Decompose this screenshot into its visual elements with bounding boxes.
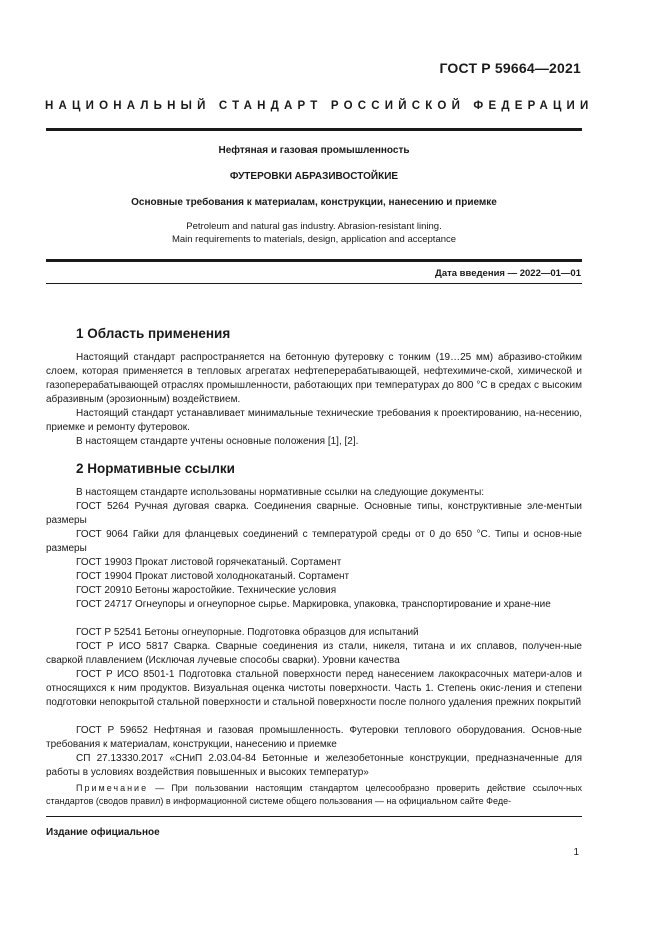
introduction-date: Дата введения — 2022—01—01	[435, 268, 581, 279]
national-standard-heading: НАЦИОНАЛЬНЫЙ СТАНДАРТ РОССИЙСКОЙ ФЕДЕРАЦИИ	[45, 100, 594, 112]
document-subtitle: Основные требования к материалам, конструкции, нанесению и приемке	[131, 197, 497, 208]
paragraph-text: Настоящий стандарт устанавливает минимальные технические требования к проектированию, на-несению, приемке и ремонту футеровок.	[46, 408, 582, 434]
reference-item	[46, 640, 582, 668]
page-number: 1	[573, 847, 579, 858]
section-1-title: 1 Область применения	[76, 326, 231, 341]
date-divider	[46, 283, 582, 284]
title-divider	[46, 259, 582, 262]
reference-text: ГОСТ 19903 Прокат листовой горячекатаный. Сортамент	[76, 557, 342, 568]
section-2-intro	[46, 486, 582, 500]
note-label: Примечание	[76, 783, 149, 793]
reference-text: ГОСТ 19904 Прокат листовой холоднокатаный. Сортамент	[76, 571, 350, 582]
edition-label: Издание официальное	[46, 827, 160, 838]
reference-text: СП 27.13330.2017 «СНиП 2.03.04-84 Бетонные и железобетонные конструкции, предназначенные для работы в условиях воздействия повышенных и высоких температур»	[46, 753, 582, 779]
reference-text: ГОСТ Р ИСО 5817 Сварка. Сварные соединения из стали, никеля, титана и их сплавов, получен-ные сваркой плавлением (Исключая лучевые способы сварки). Уровни качества	[46, 641, 582, 667]
reference-item	[46, 500, 582, 528]
document-number: ГОСТ Р 59664—2021	[439, 60, 581, 76]
paragraph-text: В настоящем стандарте учтены основные положения [1], [2].	[76, 436, 359, 447]
note	[46, 782, 582, 808]
english-title-line-1: Petroleum and natural gas industry. Abrasion-resistant lining.	[186, 221, 442, 232]
reference-item	[46, 556, 582, 570]
paragraph-text: В настоящем стандарте использованы нормативные ссылки на следующие документы:	[76, 487, 485, 498]
reference-text: ГОСТ Р 59652 Нефтяная и газовая промышленность. Футеровки теплового оборудования. Основ-ные требования к материалам, конструкции, нанесению и приемке	[46, 725, 582, 751]
reference-text: ГОСТ 9064 Гайки для фланцевых соединений с температурой среды от 0 до 650 °С. Типы и основ-ные размеры	[46, 529, 582, 555]
reference-text: ГОСТ Р ИСО 8501-1 Подготовка стальной поверхности перед нанесением лакокрасочных матери-алов и относящихся к ним продуктов. Визуальная оценка чистоты поверхности. Часть 1. Степень окис-ления и степени подготовки непокрытой стальной поверхности и стальной поверхности после полного удаления прежних покрытий	[46, 669, 582, 709]
reference-item	[46, 668, 582, 710]
reference-text: ГОСТ 5264 Ручная дуговая сварка. Соединения сварные. Основные типы, конструктивные эле-ментыи размеры	[46, 501, 582, 527]
reference-item	[46, 752, 582, 780]
reference-item	[46, 570, 582, 584]
footer-divider	[46, 816, 582, 817]
english-title-line-2: Main requirements to materials, design, application and acceptance	[171, 234, 457, 245]
reference-item	[46, 598, 582, 612]
reference-item	[46, 724, 582, 752]
reference-item	[46, 626, 582, 640]
reference-text: ГОСТ 20910 Бетоны жаростойкие. Технические условия	[76, 585, 337, 596]
section-2-title: 2 Нормативные ссылки	[76, 461, 235, 476]
document-title: ФУТЕРОВКИ АБРАЗИВОСТОЙКИЕ	[229, 171, 399, 182]
reference-text: ГОСТ 24717 Огнеупоры и огнеупорное сырье. Маркировка, упаковка, транспортирование и хране-ние	[76, 599, 551, 610]
paragraph-text: Настоящий стандарт распространяется на бетонную футеровку с тонким (19…25 мм) абразиво-стойким слоем, которая применяется в тепловых агрегатах нефтеперерабатывающей, нефтехимиче-ской, химической и газоперерабатывающей отраслях промышленности, работающих при температурах до 800 °С в средах с высоким абразивным (эрозионным) воздействием.	[46, 352, 582, 406]
top-divider	[46, 128, 582, 131]
section-1-paragraph	[46, 351, 582, 407]
note-text: — При пользовании настоящим стандартом целесообразно проверить действие ссылоч-ных стандартов (сводов правил) в информационной системе общего пользования — на официальном сайте Феде-	[46, 783, 582, 806]
reference-item	[46, 528, 582, 556]
industry-line: Нефтяная и газовая промышленность	[218, 145, 410, 156]
reference-text: ГОСТ Р 52541 Бетоны огнеупорные. Подготовка образцов для испытаний	[76, 627, 419, 638]
section-1-paragraph	[46, 407, 582, 435]
section-1-paragraph	[46, 435, 582, 449]
reference-item	[46, 584, 582, 598]
